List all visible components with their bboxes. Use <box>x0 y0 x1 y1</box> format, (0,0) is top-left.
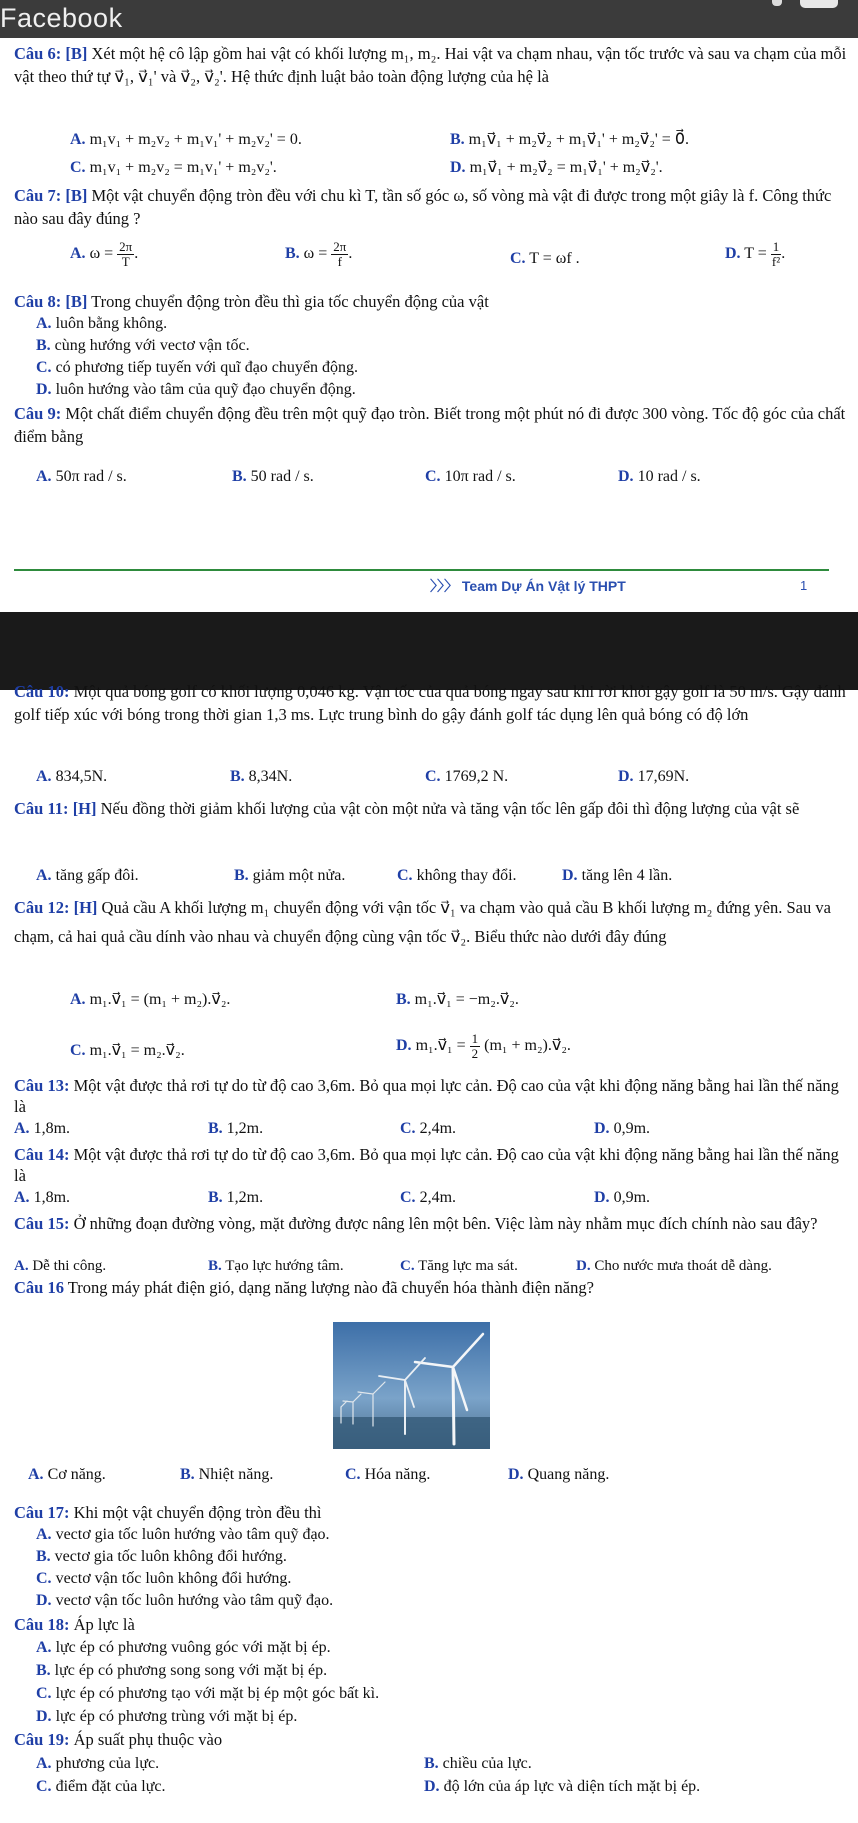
question-text: Khi một vật chuyển động tròn đều thì <box>73 1503 322 1522</box>
question-text: Một chất điểm chuyển động đều trên một quỹ đạo tròn. Biết trong một phút nó đi được 300 vòng. Tốc độ góc của chất điểm bằng <box>14 404 846 446</box>
question-text: Quả cầu A khối lượng m₁ chuyển động với vận tốc v⃗₁ va chạm vào quả cầu B khối lượng m₂ đứng yên. Sau va chạm, cả hai quả cầu dính vào nhau và chuyển động cùng vận tốc v⃗₂. Biểu thức nào dưới đây đúng <box>14 898 831 946</box>
option-c: C. 2,4m. <box>400 1120 457 1137</box>
question-11 <box>14 797 848 820</box>
question-number: Câu 18: <box>14 1615 70 1634</box>
question-number: Câu 8: <box>14 292 62 311</box>
option-a: A. luôn bằng không. <box>36 315 168 332</box>
option-b: B. ω = $\frac{2\pi}{f}$ . <box>285 239 353 269</box>
question-number: Câu 12: <box>14 898 70 917</box>
question-text: Áp lực là <box>73 1615 135 1634</box>
question-19 <box>14 1728 848 1751</box>
fraction: $\frac{1}{\text{f²}}$ <box>771 239 781 269</box>
option-b: B. giảm một nửa. <box>234 867 346 884</box>
option-c: C. m₁v₁ + m₂v₂ = m₁v₁' + m₂v₂'. <box>70 159 277 176</box>
question-text: Áp suất phụ thuộc vào <box>73 1730 223 1749</box>
wind-turbine-image <box>333 1322 490 1449</box>
footer-divider <box>14 569 829 571</box>
option-a: A. vectơ gia tốc luôn hướng vào tâm quỹ đạo. <box>36 1526 330 1543</box>
option-d: D. vectơ vận tốc luôn hướng vào tâm quỹ đạo. <box>36 1592 334 1609</box>
option-d: D. m₁.v⃗₁ = $\frac{1}{2}$ (m₁ + m₂).v⃗₂. <box>396 1031 571 1061</box>
question-16 <box>14 1276 848 1299</box>
question-15 <box>14 1213 848 1234</box>
option-c: C. Tăng lực ma sát. <box>400 1258 518 1274</box>
question-text: Xét một hệ cô lập gồm hai vật có khối lượng m₁, m₂. Hai vật va chạm nhau, vận tốc trước và sau va chạm của mỗi vật theo thứ tự v⃗₁, v⃗₁' và v⃗₂, v⃗₂'. Hệ thức định luật bảo toàn động lượng của hệ là <box>14 44 847 86</box>
document-page-2 <box>0 682 858 1823</box>
option-c: C. 2,4m. <box>400 1189 457 1206</box>
option-b: B. 1,2m. <box>208 1189 264 1206</box>
difficulty-level: [B] <box>65 186 88 205</box>
question-number: Câu 15: <box>14 1214 70 1233</box>
option-a: A. lực ép có phương vuông góc với mặt bị ép. <box>36 1639 331 1656</box>
option-c: C. vectơ vận tốc luôn không đổi hướng. <box>36 1570 292 1587</box>
option-a: A. m₁v₁ + m₂v₂ + m₁v₁' + m₂v₂' = 0. <box>70 131 302 148</box>
option-b: B. vectơ gia tốc luôn không đổi hướng. <box>36 1548 287 1565</box>
option-d: D. 0,9m. <box>594 1189 651 1206</box>
option-c: C. T = ωf . <box>510 250 580 267</box>
option-a: A. Dễ thi công. <box>14 1258 107 1274</box>
option-d: D. m₁v⃗₁ + m₂v⃗₂ = m₁v⃗₁' + m₂v⃗₂'. <box>450 159 663 176</box>
document-page-1 <box>0 38 858 612</box>
fraction: $\frac{2\pi}{T}$ <box>119 239 133 269</box>
option-b: B. 8,34N. <box>230 768 293 785</box>
option-b: B. lực ép có phương song song với mặt bị ép. <box>36 1662 328 1679</box>
question-text: Một quả bóng golf có khối lượng 0,046 kg. Vận tốc của quả bóng ngay sau khi rời khỏi gậy golf là 50 m/s. Gậy đánh golf tiếp xúc với bóng trong thời gian 1,3 ms. Lực trung bình do gậy đánh golf tác dụng lên quả bóng có độ lớn <box>14 682 846 724</box>
option-c: C. điểm đặt của lực. <box>36 1778 166 1795</box>
question-6 <box>14 42 848 88</box>
question-13 <box>14 1075 848 1117</box>
option-b: B. chiều của lực. <box>424 1755 532 1772</box>
option-d: D. T = $\frac{1}{\text{f²}}$ . <box>725 239 786 269</box>
question-number: Câu 9: <box>14 404 62 423</box>
option-b: B. m₁v⃗₁ + m₂v⃗₂ + m₁v⃗₁' + m₂v⃗₂' = 0⃗. <box>450 131 689 148</box>
option-a: A. 50π rad / s. <box>36 468 127 485</box>
option-d: D. 17,69N. <box>618 768 690 785</box>
option-a: A. phương của lực. <box>36 1755 160 1772</box>
option-a: A. Cơ năng. <box>28 1466 106 1483</box>
question-number: Câu 7: <box>14 186 62 205</box>
status-pill <box>800 0 838 8</box>
option-a: A. 1,8m. <box>14 1189 71 1206</box>
option-c: C. 1769,2 N. <box>425 768 509 785</box>
option-a: A. m₁.v⃗₁ = (m₁ + m₂).v⃗₂. <box>70 991 231 1008</box>
option-b: B. m₁.v⃗₁ = −m₂.v⃗₂. <box>396 991 519 1008</box>
option-d: D. Quang năng. <box>508 1466 610 1483</box>
option-d: D. Cho nước mưa thoát dễ dàng. <box>576 1258 772 1274</box>
difficulty-level: [H] <box>73 898 98 917</box>
question-17 <box>14 1501 848 1524</box>
difficulty-level: [H] <box>72 799 97 818</box>
question-number: Câu 19: <box>14 1730 70 1749</box>
page-number: 1 <box>800 578 808 593</box>
option-b: B. 50 rad / s. <box>232 468 314 485</box>
question-7 <box>14 184 848 230</box>
status-dot <box>772 0 782 6</box>
question-text: Trong chuyển động tròn đều thì gia tốc chuyển động của vật <box>91 292 489 311</box>
difficulty-level: [B] <box>65 292 88 311</box>
question-14 <box>14 1144 848 1186</box>
question-number: Câu 14: <box>14 1145 70 1164</box>
option-c: C. m₁.v⃗₁ = m₂.v⃗₂. <box>70 1042 185 1059</box>
option-d: D. 10 rad / s. <box>618 468 701 485</box>
option-a: A. 834,5N. <box>36 768 108 785</box>
option-c: C. 10π rad / s. <box>425 468 516 485</box>
question-text: Một vật chuyển động tròn đều với chu kì T, tần số góc ω, số vòng mà vật đi được trong một giây là f. Công thức nào sau đây đúng ? <box>14 186 832 228</box>
difficulty-level: [B] <box>65 44 88 63</box>
fraction: $\frac{1}{2}$ <box>471 1031 479 1061</box>
option-a: A. tăng gấp đôi. <box>36 867 139 884</box>
option-d: D. lực ép có phương trùng với mặt bị ép. <box>36 1708 298 1725</box>
question-text: Một vật được thả rơi tự do từ độ cao 3,6m. Bỏ qua mọi lực cản. Độ cao của vật khi động năng bằng hai lần thế năng là <box>14 1076 839 1116</box>
option-c: C. Hóa năng. <box>345 1466 431 1483</box>
question-number: Câu 6: <box>14 44 62 63</box>
footer-brand: 〉〉〉 Team Dự Án Vật lý THPT <box>430 578 626 594</box>
fraction: $\frac{2\pi}{f}$ <box>333 239 347 269</box>
option-c: C. lực ép có phương tạo với mặt bị ép một góc bất kì. <box>36 1685 380 1702</box>
option-d: D. 0,9m. <box>594 1120 651 1137</box>
page-separator <box>0 612 858 690</box>
app-title-bar <box>0 0 858 38</box>
question-number: Câu 17: <box>14 1503 70 1522</box>
option-a: A. 1,8m. <box>14 1120 71 1137</box>
option-b: B. Nhiệt năng. <box>180 1466 274 1483</box>
question-18 <box>14 1613 848 1636</box>
question-text: Ở những đoạn đường vòng, mặt đường được nâng lên một bên. Việc làm này nhằm mục đích chính nào sau đây? <box>73 1214 818 1233</box>
option-c: C. có phương tiếp tuyến với quĩ đạo chuyển động. <box>36 359 358 376</box>
app-title: Facebook <box>0 3 123 33</box>
option-b: B. Tạo lực hướng tâm. <box>208 1258 344 1274</box>
question-text: Một vật được thả rơi tự do từ độ cao 3,6m. Bỏ qua mọi lực cản. Độ cao của vật khi động năng bằng hai lần thế năng là <box>14 1145 839 1185</box>
option-d: D. tăng lên 4 lần. <box>562 867 673 884</box>
question-10 <box>14 680 848 726</box>
option-b: B. cùng hướng với vectơ vận tốc. <box>36 337 250 354</box>
question-9 <box>14 402 848 448</box>
option-b: B. 1,2m. <box>208 1120 264 1137</box>
question-12 <box>14 893 848 951</box>
question-number: Câu 10: <box>14 682 70 701</box>
option-d: D. độ lớn của áp lực và diện tích mặt bị ép. <box>424 1778 701 1795</box>
option-a: A. ω = $\frac{2\pi}{T}$ . <box>70 239 139 269</box>
question-text: Trong máy phát điện gió, dạng năng lượng nào đã chuyển hóa thành điện năng? <box>67 1278 594 1297</box>
option-d: D. luôn hướng vào tâm của quỹ đạo chuyển động. <box>36 381 356 398</box>
question-number: Câu 11: <box>14 799 69 818</box>
question-text: Nếu đồng thời giảm khối lượng của vật còn một nửa và tăng vận tốc lên gấp đôi thì động lượng của vật sẽ <box>100 799 800 818</box>
option-c: C. không thay đổi. <box>397 867 517 884</box>
question-number: Câu 13: <box>14 1076 70 1095</box>
question-8 <box>14 290 848 313</box>
question-number: Câu 16 <box>14 1278 64 1297</box>
